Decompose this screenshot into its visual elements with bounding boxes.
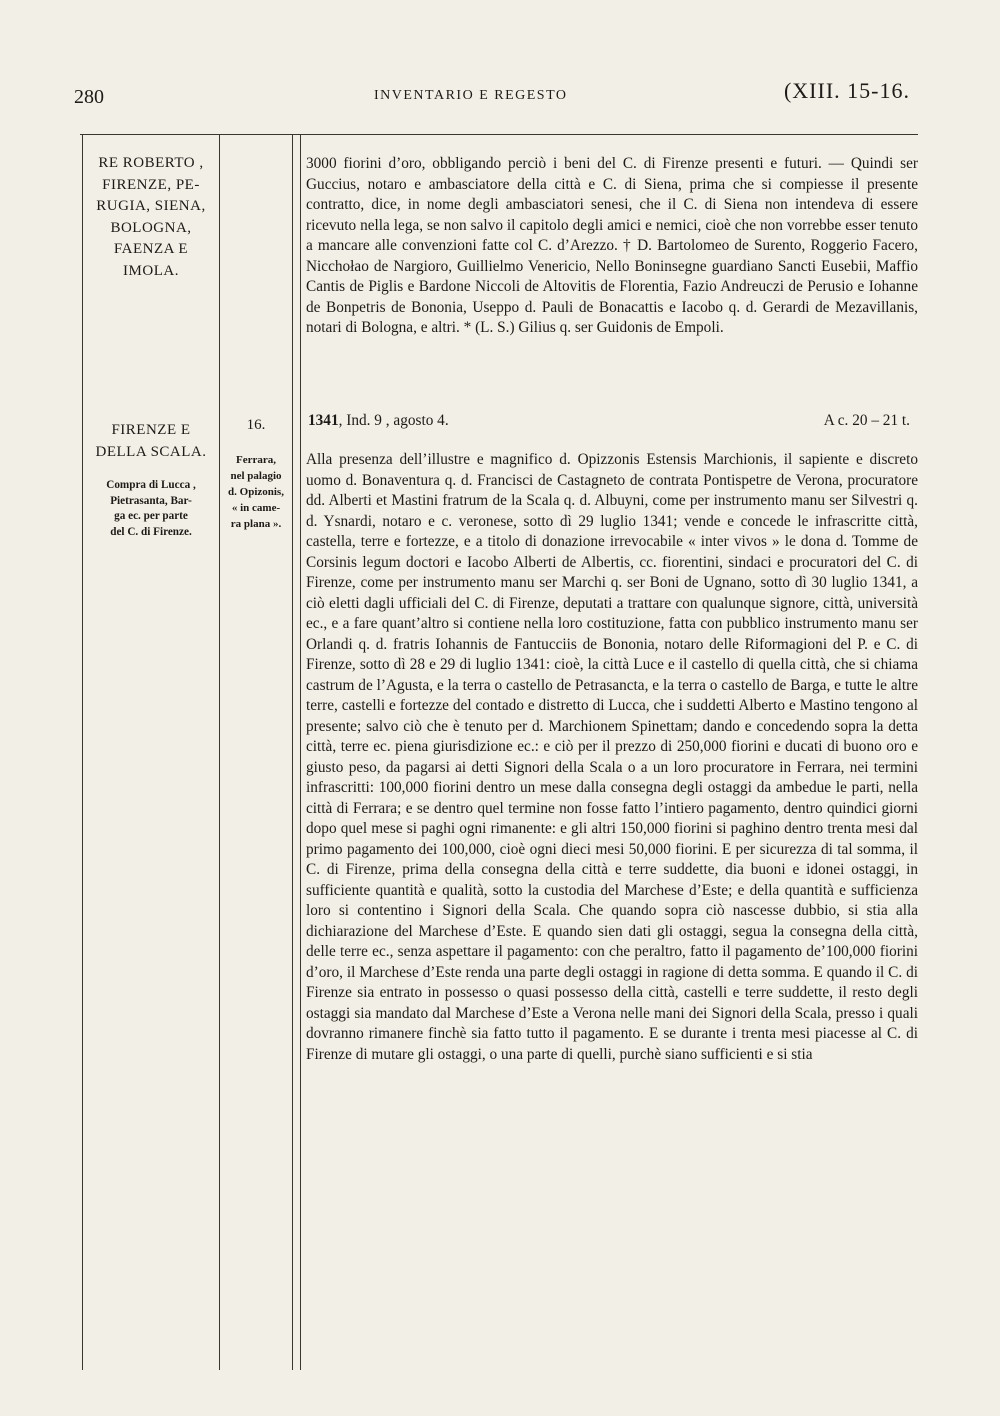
abstract-line: ga ec. per parte [114,510,188,522]
party-line: RE ROBERTO , [98,155,204,171]
abstract-line: del C. di Firenze. [110,525,192,538]
place-line: nel palagio [230,470,282,482]
page-header [74,78,914,118]
table-top-rule [80,134,918,135]
abstract-line: Compra di Lucca , [106,479,196,491]
party-line: BOLOGNA, [110,219,192,236]
party-line: IMOLA. [123,262,179,279]
page-number: 280 [74,86,104,108]
entry-16-place [222,452,290,532]
column-rule [219,134,220,1370]
place-line: Ferrara, [236,454,276,466]
entry-15-text [306,154,918,339]
place-line: d. Opizonis, [228,486,284,498]
entry-15-paragraph: 3000 fiorini d’oro, obbligando perciò i beni del C. di Firenze presenti e futuri. — Quindi ser Guccius, notaro e ambasciatore della città e C. di Siena, prima che si compiesse il presente contratto, dice, in nome degli ambasciatori senesi, che il C. di Siena non intendeva di essere ricevuto nella lega, se non salvo il capitolo degli amici e nemici, cioè che non vorrebbe esser tenuto a mancare alle convenzioni fatte col C. d’Arezzo. † D. Bartolomeo de Surento, Roggerio Facero, Nicchołao de Nargioro, Guillielmo Venericio, Nello Boninsegne guardiano Sancti Eusebii, Maffio Cantis de Piglis e Bardone Niccoli de Altovitis de Florentia, Fazio Andreuczi de Perusio e Iohanne de Bonpetris de Bononia, Useppo d. Pauli de Bonacattis e Iacobo q. d. Gerardi de Mezavillanis, notari di Bologna, e altri. * (L. S.) Gilius q. ser Guidonis de Empoli. [306,155,918,336]
party-line: FIRENZE E [111,422,191,438]
entry-16-number: 16. [246,417,266,433]
entry-16-folio: A c. 20 – 21 t. [823,412,910,429]
abstract-line: Pietrasanta, Bar- [110,494,192,507]
party-line: RUGIA, SIENA, [96,198,206,214]
column-rule [300,134,301,1370]
entry-15-parties [86,153,216,282]
column-rule [292,134,293,1370]
entry-16-paragraph: Alla presenza dell’illustre e magnifico d. Opizzonis Estensis Marchionis, il sapiente e discreto uomo d. Bonaventura q. d. Francisci de Castagneto de contrata Pontispetre de Verona, procuratore dd. Alberti et Mastini fratrum de la Scala q. d. Albuyni, come per instrumento manu ser Silvestri q. d. Ysnardi, notaro e c. veronese, sotto dì 29 luglio 1341; vende e concede le infrascritte città, castella, terre e fortezze, e a titolo di donazione irrevocabile « inter vivos » le dona d. Tomme de Corsinis legum doctori e Iacobo Alberti de Albertis, cc. fiorentini, sindaci e procuratori del C. di Firenze, come per instrumento manu ser Marchi q. ser Boni de Ugnano, sotto dì 30 luglio 1341, a ciò eletti dagli ufficiali del C. di Firenze, deputati a trattare con qualunque signore, città, università ec., e a fare quant’altro si contiene nella loro costituzione, fatta con pubblico instrumento manu ser Orlandi q. d. fratris Iohannis de Fantucciis de Bononia, notaro delle Riformagioni del P. e C. di Firenze, sotto dì 28 e 29 di luglio 1341: cioè, la città Luce e il castello di quella città, che si chiama castrum de l’Agusta, e la terra o castello de Petrasancta, e la terra o castello de Barga, e tutte le altre terre, castelli e fortezze del contado e distretto di Lucca, che i suddetti Alberto e Mastino tengono al presente; salvo ciò che è tenuto per d. Marchionem Spinettam; dando e concedendo sopra la detta città, terre ec. piena giurisdizione ec.: e ciò per il prezzo di 250,000 fiorini e ducati di buono oro e giusto peso, da pagarsi ai detti Signori della Scala o a un loro procuratore in Ferrara, nei termini infrascritti: 100,000 fiorini dentro un mese dalla consegna degli ostaggi da ambedue le parti, nella città di Ferrara; e se dentro quel termine non fosse fatto l’intiero pagamento, dentro quindici giorni dopo quel mese si paghi ogni rimanente: e gli altri 150,000 fiorini si paghino dentro trenta mesi dal primo pagamento dei 100,000, cioè ogni dieci mesi 50,000 fiorini. E per sicurezza di tal somma, il C. di Firenze, prima della consegna della città e terre suddette, dia buoni e idonei ostaggi, in sufficiente quantità e qualità, sotto la custodia del Marchese d’Este; e della quantità e sufficienza loro si contentino i Signori della Scala. Che quando sopra ciò nascesse dubbio, si stia alla dichiarazione del Marchese d’Este. E quando sien dati gli ostaggi, segua la consegna della città, delle terre ec., senza aspettare il pagamento: con che peraltro, fatto il pagamento de’100,000 fiorini d’oro, il Marchese d’Este renda una parte degli ostaggi in ragione di detta somma. E quando il C. di Firenze sia entrato in possesso o quasi possesso della città, castelli e terre suddette, il resto degli ostaggi sia mandato dal Marchese d’Este a Verona nelle mani dei Signori della Scala, presso i quali dovranno rimanere finchè sia fatto tutto il pagamento. E se durante i trenta mesi piacesse al C. di Firenze di mutare gli ostaggi, o una parte di quelli, purchè siano sufficienti e si stia [306,451,918,1063]
section-range: (XIII. 15-16. [783,78,910,103]
party-line: FAENZA E [113,241,189,257]
party-line: FIRENZE, PE- [102,176,200,193]
entry-16-parties [86,420,216,463]
column-rule [82,134,83,1370]
entry-16-date: , Ind. 9 , agosto 4. [338,412,449,429]
place-line: ra plana ». [230,518,282,530]
running-head: INVENTARIO E REGESTO [374,88,568,103]
entry-16-date-line [308,412,918,434]
entry-16-abstract [86,478,216,540]
entry-16-text [306,450,918,1065]
party-line: DELLA SCALA. [95,443,207,460]
place-line: « in came- [231,502,281,514]
entry-16-year: 1341 [308,412,339,429]
